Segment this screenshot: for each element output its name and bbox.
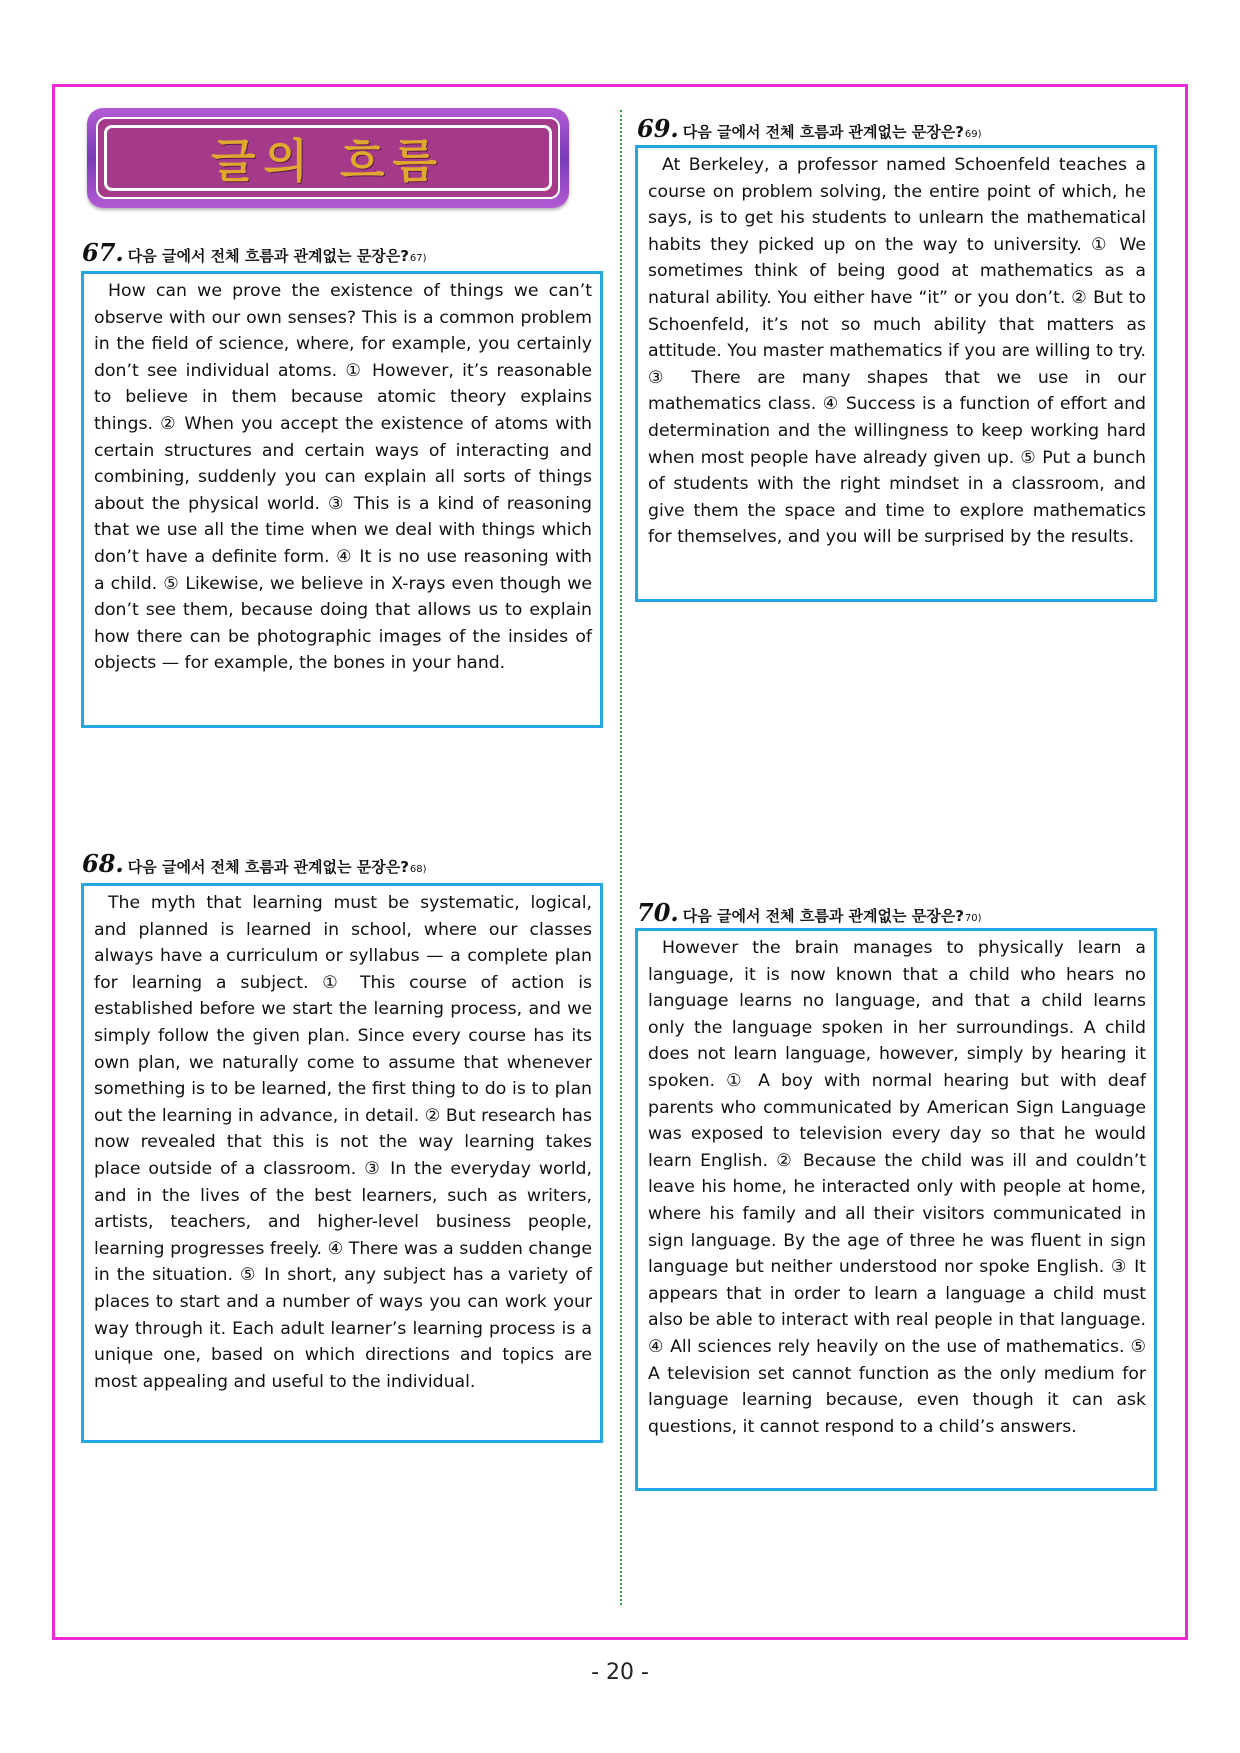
question-67-footnote-ref: 67) <box>409 253 427 264</box>
question-67-header <box>82 238 427 267</box>
question-69-footnote-ref: 69) <box>964 129 982 140</box>
section-banner-inner <box>96 117 560 199</box>
question-67-prompt: 다음 글에서 전체 흐름과 관계없는 문장은? <box>127 247 409 265</box>
section-banner-frame <box>104 125 552 191</box>
question-70-passage-box <box>635 928 1157 1491</box>
section-banner <box>87 108 569 208</box>
question-69-passage-box <box>635 145 1157 602</box>
question-68-number: 68. <box>82 849 124 878</box>
question-68-header <box>82 849 427 878</box>
question-68-prompt: 다음 글에서 전체 흐름과 관계없는 문장은? <box>127 858 409 876</box>
column-divider <box>620 110 622 1605</box>
question-70-prompt: 다음 글에서 전체 흐름과 관계없는 문장은? <box>682 907 964 925</box>
question-67-number: 67. <box>82 238 124 267</box>
question-70-header <box>637 898 982 927</box>
section-title: 글의 흐름 <box>211 134 445 188</box>
page-number: - 20 - <box>591 1660 649 1685</box>
question-69-number: 69. <box>637 114 679 143</box>
question-70-number: 70. <box>637 898 679 927</box>
question-68-passage: The myth that learning must be systematic, logical, and planned is learned in school, where our classes always have a curriculum or syllabus — a complete plan for learning a subject. ① This course of action is established before we start the learning process, and we simply follow the given plan. Since every course has its own plan, we naturally come to assume that whenever something is to be learned, the first thing to do is to plan out the learning in advance, in detail. ② But research has now revealed that this is not the way learning takes place outside of a classroom. ③ In the everyday world, and in the lives of the best learners, such as writers, artists, teachers, and higher-level business people, learning progresses freely. ④ There was a sudden change in the situation. ⑤ In short, any subject has a variety of places to start and a number of ways you can work your way through it. Each adult learner’s learning process is a unique one, based on which directions and topics are most appealing and useful to the individual. <box>94 893 592 1392</box>
question-67-passage: How can we prove the existence of things we can’t observe with our own senses? This is a common problem in the field of science, where, for example, you certainly don’t see individual atoms. ① However, it’s reasonable to believe in them because atomic theory explains things. ② When you accept the existence of atoms with certain structures and certain ways of interacting and combining, suddenly you can explain all sorts of things about the physical world. ③ This is a kind of reasoning that we use all the time when we deal with things which don’t have a definite form. ④ It is no use reasoning with a child. ⑤ Likewise, we believe in X-rays even though we don’t see them, because doing that allows us to explain how there can be photographic images of the insides of objects — for example, the bones in your hand. <box>94 281 592 674</box>
question-70-footnote-ref: 70) <box>964 913 982 924</box>
question-68-footnote-ref: 68) <box>409 864 427 875</box>
question-69-header <box>637 114 982 143</box>
question-67-passage-box <box>81 271 603 728</box>
question-69-prompt: 다음 글에서 전체 흐름과 관계없는 문장은? <box>682 123 964 141</box>
question-68-passage-box <box>81 883 603 1443</box>
question-69-passage: At Berkeley, a professor named Schoenfeld teaches a course on problem solving, the entire point of which, he says, is to get his students to unlearn the mathematical habits they picked up on the way to university. ① We sometimes think of being good at mathematics as a natural ability. You either have “it” or you don’t. ② But to Schoenfeld, it’s not so much ability that matters as attitude. You master mathematics if you are willing to try. ③ There are many shapes that we use in our mathematics class. ④ Success is a function of effort and determination and the willingness to keep working hard when most people have already given up. ⑤ Put a bunch of students with the right mindset in a classroom, and give them the space and time to explore mathematics for themselves, and you will be surprised by the results. <box>648 155 1146 548</box>
question-70-passage: However the brain manages to physically learn a language, it is now known that a child who hears no language learns no language, and that a child learns only the language spoken in her surroundings. A child does not learn language, however, simply by hearing it spoken. ① A boy with normal hearing but with deaf parents who communicated by American Sign Language was exposed to television every day so that he would learn English. ② Because the child was ill and couldn’t leave his home, he interacted only with people at home, where his family and all their visitors communicated in sign language. By the age of three he was fluent in sign language but neither understood nor spoke English. ③ It appears that in order to learn a language a child must also be able to interact with real people in that language. ④ All sciences rely heavily on the use of mathematics. ⑤ A television set cannot function as the only medium for language learning because, even though it can ask questions, it cannot respond to a child’s answers. <box>648 938 1146 1437</box>
